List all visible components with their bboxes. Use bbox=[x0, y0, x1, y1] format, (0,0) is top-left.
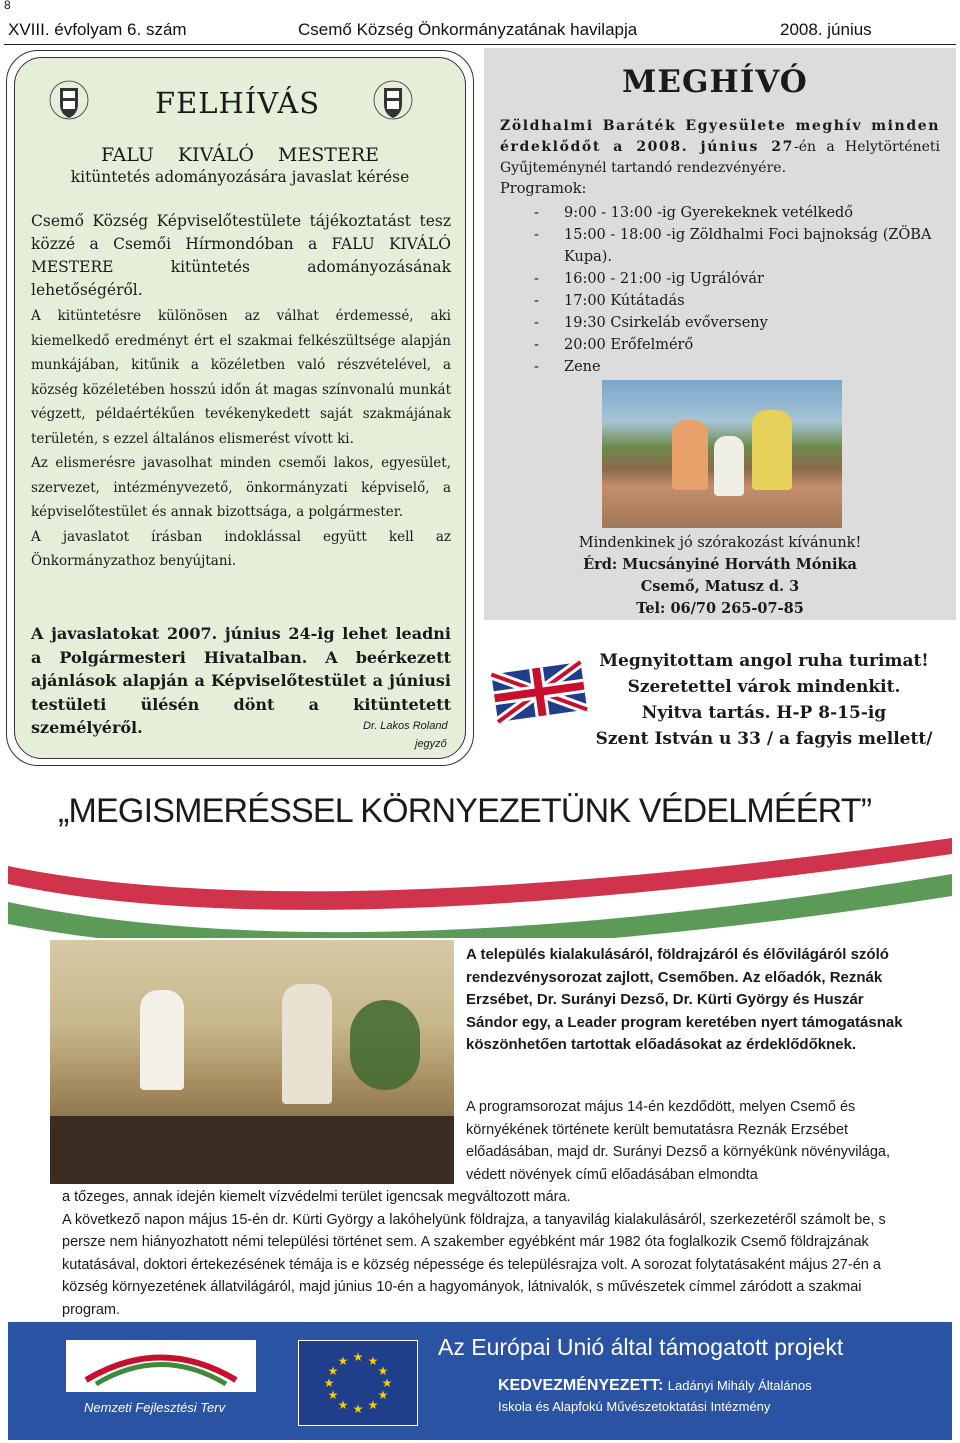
meghivo-wish: Mindenkinek jó szórakozást kívánunk! bbox=[578, 535, 862, 551]
program-item: - Zene bbox=[534, 359, 601, 375]
shop-advert bbox=[592, 648, 936, 752]
shop-line: Szent István u 33 / a fagyis mellett/ bbox=[595, 729, 933, 749]
article-paragraph: a tőzeges, annak idején kiemelt vízvédelmi terület igencsak megváltozott mára. bbox=[62, 1189, 571, 1205]
felhivas-deadline: A javaslatokat 2007. június 24-ig lehet leadni a Polgármesteri Hivatalban. A beérkezett ajánlások alapján a Képviselőtestület a júniusi testületi ülésén dönt a kitüntetett személyéről. bbox=[31, 624, 451, 737]
felhivas-paragraph: Az elismerésre javasolhat minden csemői lakos, egyesület, szervezet, intézményvezető, önkormányzati képviselő, a képviselőtestület és annak bizottsága, a polgármester. bbox=[31, 455, 451, 520]
shop-line: Megnyitottam angol ruha turimat! bbox=[599, 651, 929, 671]
programs-label: Programok: bbox=[500, 181, 587, 197]
program-item: - 16:00 - 21:00 -ig Ugrálóvár bbox=[534, 271, 764, 287]
meghivo-panel bbox=[484, 48, 956, 620]
child-figure bbox=[752, 410, 792, 490]
signature-role: jegyző bbox=[415, 738, 447, 750]
plant-figure bbox=[350, 1000, 420, 1090]
program-item: - 17:00 Kútátadás bbox=[534, 293, 685, 309]
shop-line: Szeretettel várok mindenkit. bbox=[627, 677, 901, 697]
article-lead: A település kialakulásáról, földrajzáról és élővilágáról szóló rendezvénysorozat zajlott, Csemőben. Az előadók, Reznák Erzsébet, Dr. Surányi Dezső, Dr. Kürti György és Huszár Sándor egy, a Leader program keretében nyert támogatásnak köszönhetően tartottak előadásokat az érdeklődőknek. bbox=[466, 946, 903, 1053]
lecture-photo bbox=[50, 940, 454, 1184]
program-item: - 20:00 Erőfelmérő bbox=[534, 337, 694, 353]
coat-of-arms-icon bbox=[49, 76, 89, 124]
child-figure bbox=[714, 436, 744, 496]
felhivas-lead: Csemő Község Képviselőtestülete tájékoztatást tesz közzé a Csemői Hírmondóban a FALU KIVÁLÓ MESTERE kitüntetés adományozásának lehetőségéről. bbox=[31, 212, 451, 299]
program-item: - 15:00 - 18:00 -ig Zöldhalmi Foci bajnokság (ZÖBA Kupa). bbox=[534, 227, 932, 265]
felhivas-body bbox=[31, 304, 451, 574]
publication-title: Csemő Község Önkormányzatának havilapja bbox=[298, 20, 638, 39]
felhivas-panel bbox=[14, 57, 466, 759]
eu-funding-footer bbox=[8, 1322, 952, 1440]
svg-text:★: ★ bbox=[352, 1350, 364, 1364]
meghivo-contact: Érd: Mucsányiné Horváth Mónika bbox=[583, 556, 857, 573]
beneficiary-line bbox=[498, 1377, 812, 1395]
meghivo-address: Csemő, Matusz d. 3 bbox=[640, 578, 800, 595]
felhivas-award-name: FALU KIVÁLÓ MESTERE bbox=[100, 144, 380, 166]
felhivas-subtitle: kitüntetés adományozására javaslat kérése bbox=[70, 168, 410, 186]
nft-logo-text: Nemzeti Fejlesztési Terv bbox=[84, 1400, 226, 1415]
eu-flag-logo bbox=[298, 1340, 418, 1426]
issue-label: XVIII. évfolyam 6. szám bbox=[8, 20, 187, 39]
svg-text:★: ★ bbox=[337, 1398, 349, 1412]
felhivas-paragraph: A kitüntetésre különösen az válhat érdemessé, aki kiemelkedő eredményt ért el szakmai felkészültsége alapján munkájában, kitűnik a közéletben való részvételével, a község közéletében hosszú időn át magas színvonalú munkát végzett, példaértékűen tevékenykedett saját szakmájának területén, s ezzel általános elismerést vívott ki. bbox=[31, 308, 451, 447]
nft-logo bbox=[66, 1340, 256, 1428]
meghivo-phone: Tel: 06/70 265-07-85 bbox=[636, 600, 804, 617]
svg-text:★: ★ bbox=[327, 1364, 339, 1378]
shop-line: Nyitva tartás. H-P 8-15-ig bbox=[641, 703, 887, 723]
issue-date: 2008. június bbox=[780, 20, 872, 39]
article-body bbox=[62, 1186, 908, 1321]
svg-text:★: ★ bbox=[337, 1354, 349, 1368]
felhivas-paragraph: A javaslatot írásban indoklással együtt kell az Önkormányzathoz benyújtani. bbox=[31, 528, 451, 569]
svg-text:★: ★ bbox=[323, 1376, 335, 1390]
child-figure bbox=[672, 420, 708, 490]
felhivas-title: FELHÍVÁS bbox=[155, 86, 321, 120]
audience-area bbox=[50, 1116, 454, 1184]
page-number: 8 bbox=[4, 0, 11, 12]
meghivo-intro-rest: -én a Helytörténeti Gyűjteménynél tartandó rendezvényére. bbox=[500, 139, 940, 176]
svg-text:★: ★ bbox=[377, 1364, 389, 1378]
coat-of-arms-icon bbox=[373, 76, 413, 124]
article-paragraph: A következő napon május 15-én dr. Kürti György a lakóhelyünk földrajza, a tanyavilág kialakulásáról, szerkezetéről számolt be, s persze nem hiányozhatott némi települési történet sem. A szakember egyébként már 1982 óta foglalkozik Csemő földrajzának kutatásával, doktori értekezésének témája is e község népessége és településrajza volt. A sorozat folytatásaként május 27-én a község környezetének állatvilágáról, majd június 10-én a hagyományok, látnivalók, s művészetek címmel záródott a szakmai program. bbox=[62, 1211, 886, 1318]
presenter-figure bbox=[282, 984, 332, 1104]
beneficiary-label: KEDVEZMÉNYEZETT: bbox=[498, 1377, 664, 1394]
header-divider bbox=[4, 44, 956, 45]
meghivo-intro-bold: Zöldhalmi Baráték Egyesülete meghív minden érdeklődőt a 2008. június 27 bbox=[500, 118, 940, 155]
program-item: - 9:00 - 13:00 -ig Gyerekeknek vetélkedő bbox=[534, 205, 854, 221]
program-list bbox=[500, 178, 940, 378]
beneficiary-name: Ladányi Mihály Általános bbox=[667, 1378, 812, 1393]
meghivo-footer bbox=[484, 532, 956, 620]
beneficiary-name-continued: Iskola és Alapfokú Művészetoktatási Intézmény bbox=[498, 1399, 771, 1414]
svg-text:★: ★ bbox=[327, 1388, 339, 1402]
eu-stars-icon bbox=[299, 1341, 417, 1425]
union-jack-flag-icon bbox=[488, 640, 590, 742]
presenter-figure bbox=[140, 990, 184, 1090]
meghivo-intro bbox=[500, 116, 940, 179]
article-title: „MEGISMERÉSSEL KÖRNYEZETÜNK VÉDELMÉÉRT” bbox=[58, 792, 872, 830]
children-playing-photo bbox=[602, 380, 842, 528]
svg-text:★: ★ bbox=[367, 1354, 379, 1368]
svg-text:★: ★ bbox=[381, 1376, 393, 1390]
article-paragraph: A programsorozat május 14-én kezdődött, melyen Csemő és környékének története került bemutatásra Reznák Erzsébet előadásában, majd dr. Surányi Dezső a környékünk növényvilága, védett növények című előadásában elmondta bbox=[466, 1099, 890, 1183]
page-header bbox=[0, 0, 960, 48]
eu-headline: Az Európai Unió által támogatott projekt bbox=[438, 1334, 844, 1360]
signature-name: Dr. Lakos Roland bbox=[363, 720, 448, 732]
program-item: - 19:30 Csirkeláb evőverseny bbox=[534, 315, 768, 331]
svg-text:★: ★ bbox=[377, 1388, 389, 1402]
svg-text:★: ★ bbox=[367, 1398, 379, 1412]
svg-text:★: ★ bbox=[352, 1402, 364, 1416]
meghivo-title: MEGHÍVÓ bbox=[622, 64, 808, 100]
